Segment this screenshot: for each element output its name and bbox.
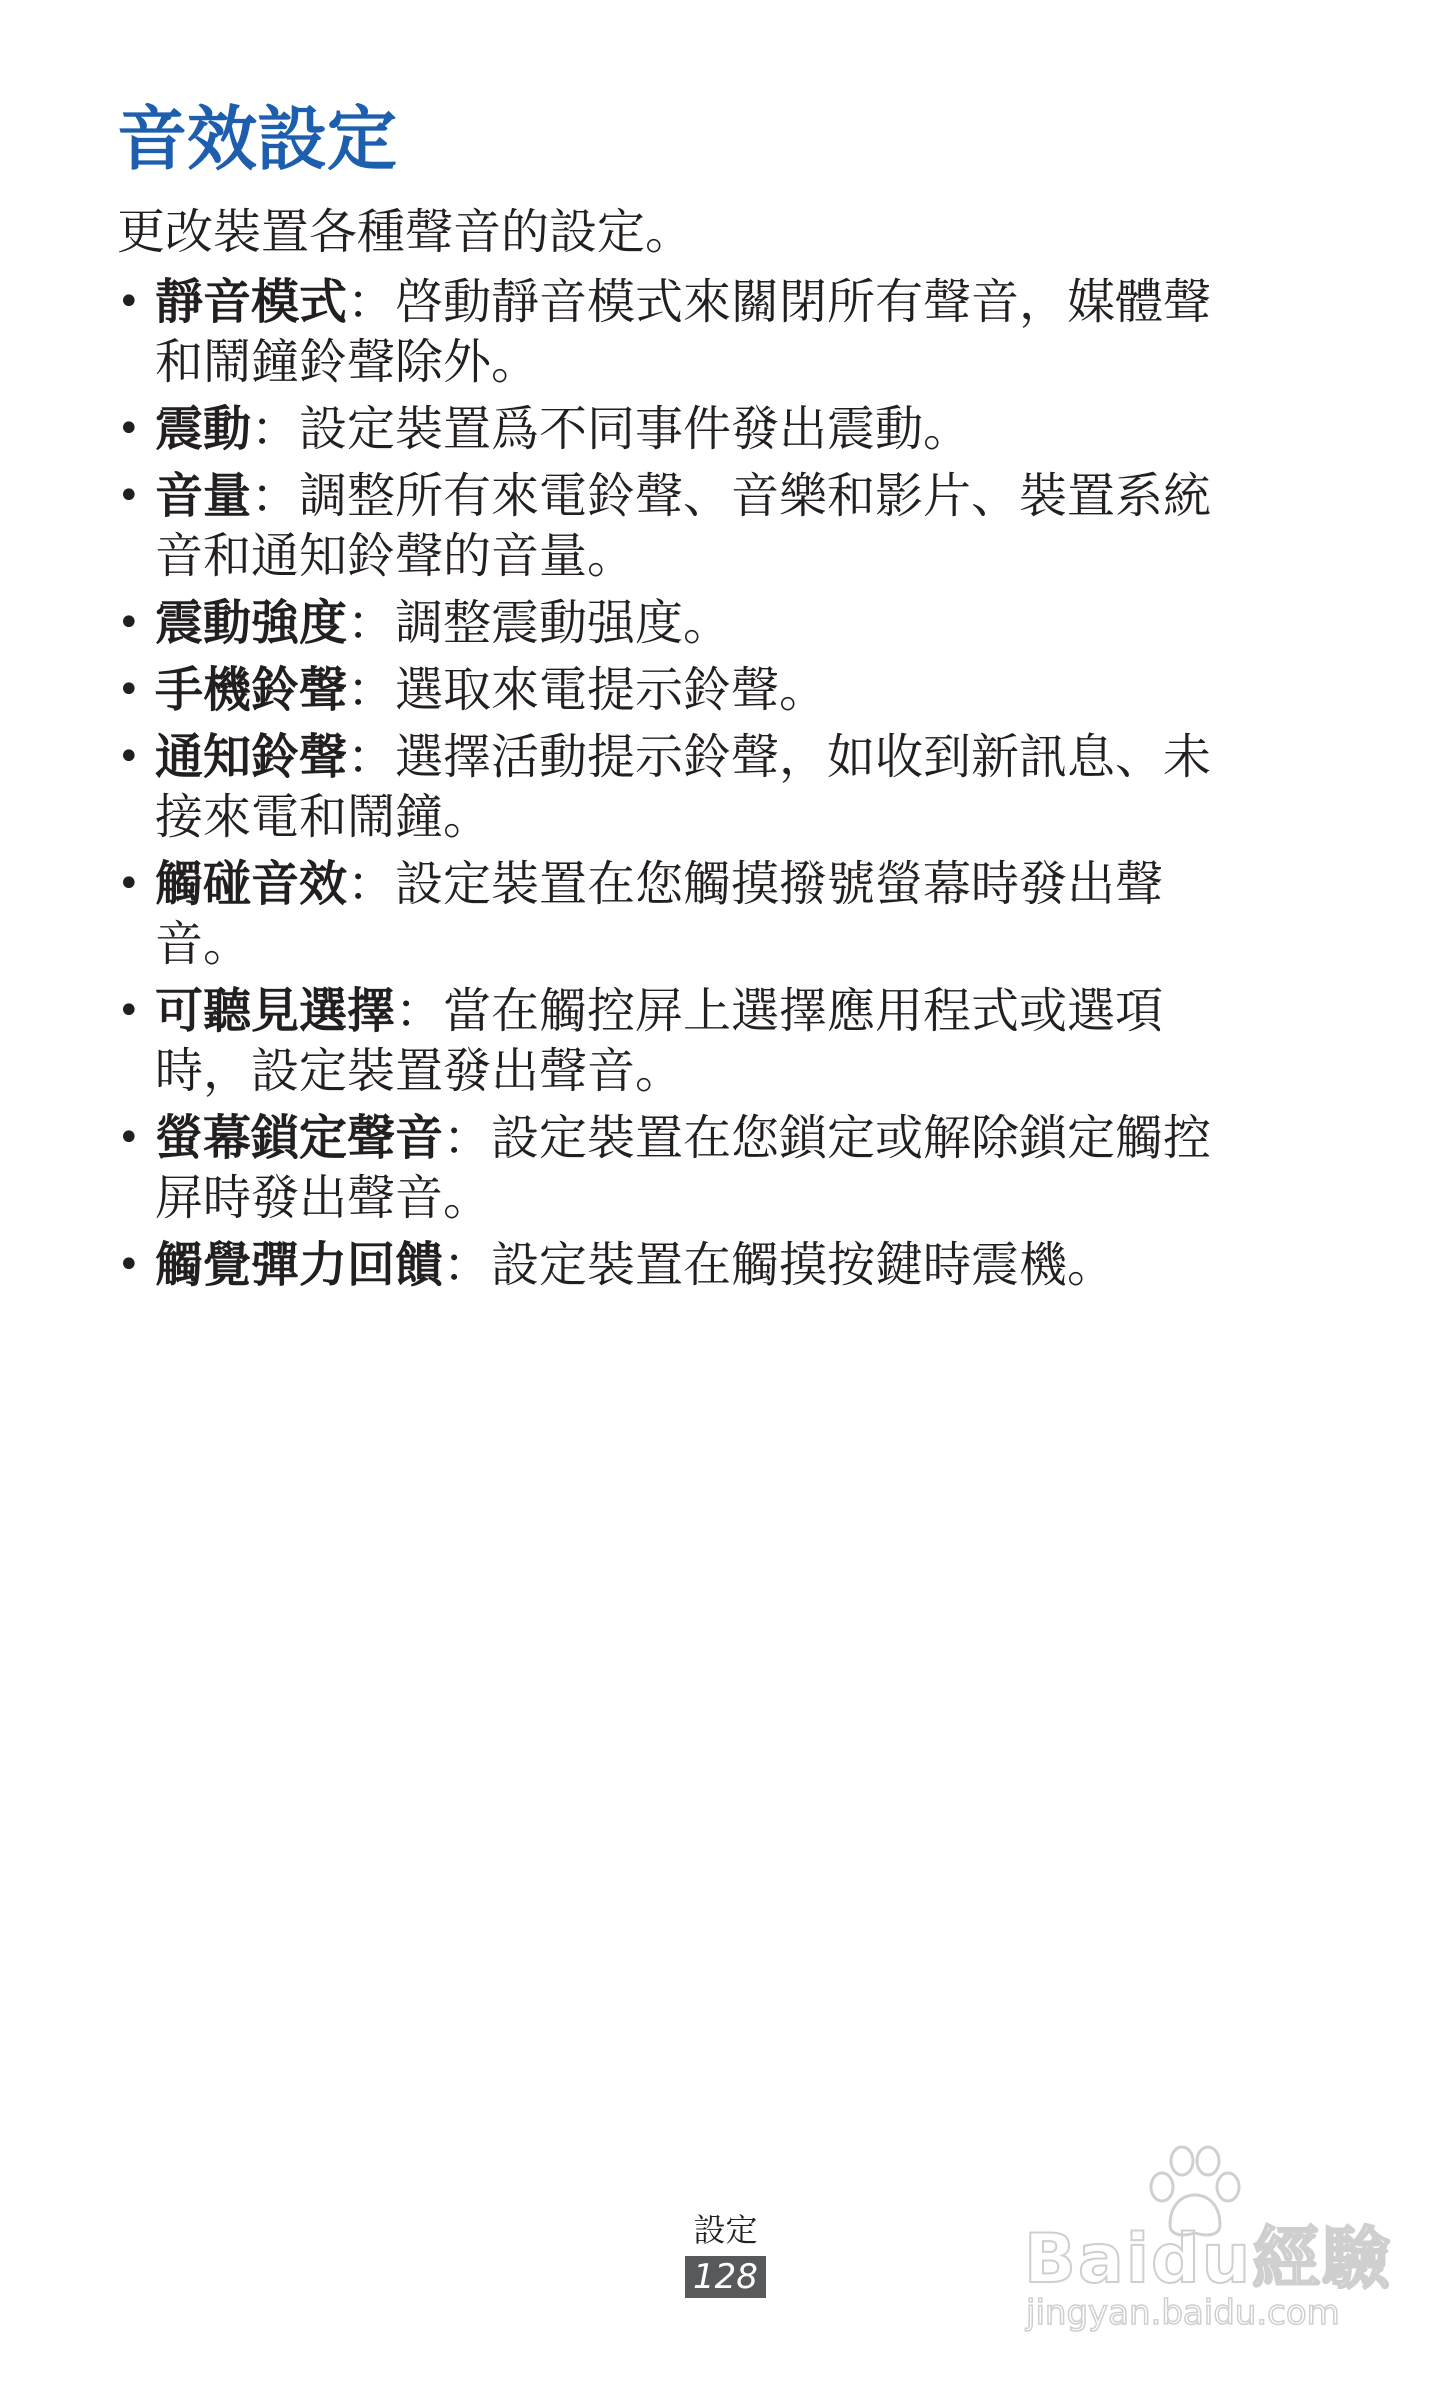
list-item <box>117 854 1317 974</box>
item-term: 震動強度 <box>155 595 348 651</box>
bullet: • <box>117 406 141 452</box>
item-term: 靜音模式 <box>155 274 348 330</box>
bullet: • <box>117 861 141 907</box>
item-term: 手機鈴聲 <box>155 662 348 718</box>
item-term: 震動 <box>155 401 252 457</box>
item-description: ：設定裝置在您鎖定或解除鎖定觸控 <box>443 1110 1212 1166</box>
item-term: 觸覺彈力回饋 <box>155 1237 444 1293</box>
item-line <box>155 727 1317 787</box>
page-title: 音效設定 <box>117 98 397 180</box>
sound-settings-list <box>117 272 1317 1302</box>
item-description: ：設定裝置在觸摸按鍵時震機。 <box>443 1237 1116 1293</box>
item-line <box>155 593 1317 653</box>
item-term: 通知鈴聲 <box>155 729 348 785</box>
item-line <box>155 981 1317 1041</box>
watermark-url: jingyan.baidu.com <box>1026 2293 1340 2333</box>
item-term: 螢幕鎖定聲音 <box>155 1110 444 1166</box>
list-item <box>117 399 1317 459</box>
item-term: 音量 <box>155 468 252 524</box>
item-line <box>155 854 1317 914</box>
item-description: ：調整所有來電鈴聲、音樂和影片、裝置系統 <box>251 468 1212 524</box>
list-item <box>117 981 1317 1101</box>
intro-text: 更改裝置各種聲音的設定。 <box>117 204 694 260</box>
baidu-watermark <box>1024 2143 1393 2353</box>
item-line <box>155 466 1317 526</box>
item-description-continued: 接來電和鬧鐘。 <box>155 789 492 845</box>
bullet: • <box>117 667 141 713</box>
page-number: 128 <box>685 2256 766 2298</box>
item-line <box>155 399 1317 459</box>
item-description: ：選取來電提示鈴聲。 <box>347 662 828 718</box>
item-term: 可聽見選擇 <box>155 983 396 1039</box>
list-item <box>117 1235 1317 1295</box>
list-item <box>117 660 1317 720</box>
bullet: • <box>117 279 141 325</box>
list-item <box>117 1108 1317 1228</box>
footer-section-label: 設定 <box>693 2211 758 2249</box>
item-description-continued: 音和通知鈴聲的音量。 <box>155 528 636 584</box>
list-item <box>117 466 1317 586</box>
item-line <box>155 1108 1317 1168</box>
item-line <box>155 272 1317 332</box>
bullet: • <box>117 473 141 519</box>
item-description-continued: 時，設定裝置發出聲音。 <box>155 1043 684 1099</box>
item-description-continued: 音。 <box>155 916 252 972</box>
list-item <box>117 593 1317 653</box>
item-description: ：選擇活動提示鈴聲，如收到新訊息、未 <box>347 729 1212 785</box>
bullet: • <box>117 988 141 1034</box>
bullet: • <box>117 1242 141 1288</box>
watermark-brand: Baidu經驗 <box>1024 2220 1393 2299</box>
list-item <box>117 727 1317 847</box>
item-description: ：設定裝置在您觸摸撥號螢幕時發出聲 <box>347 856 1164 912</box>
list-item <box>117 272 1317 392</box>
item-term: 觸碰音效 <box>155 856 348 912</box>
bullet: • <box>117 1115 141 1161</box>
item-description: ：當在觸控屏上選擇應用程式或選項 <box>395 983 1164 1039</box>
item-line <box>155 660 1317 720</box>
item-description: ：設定裝置爲不同事件發出震動。 <box>251 401 972 457</box>
item-description-continued: 和鬧鐘鈴聲除外。 <box>155 334 540 390</box>
item-description-continued: 屏時發出聲音。 <box>155 1170 492 1226</box>
item-description: ：調整震動强度。 <box>347 595 732 651</box>
item-description: ：啓動靜音模式來關閉所有聲音，媒體聲 <box>347 274 1212 330</box>
bullet: • <box>117 600 141 646</box>
bullet: • <box>117 734 141 780</box>
item-line <box>155 1235 1317 1295</box>
